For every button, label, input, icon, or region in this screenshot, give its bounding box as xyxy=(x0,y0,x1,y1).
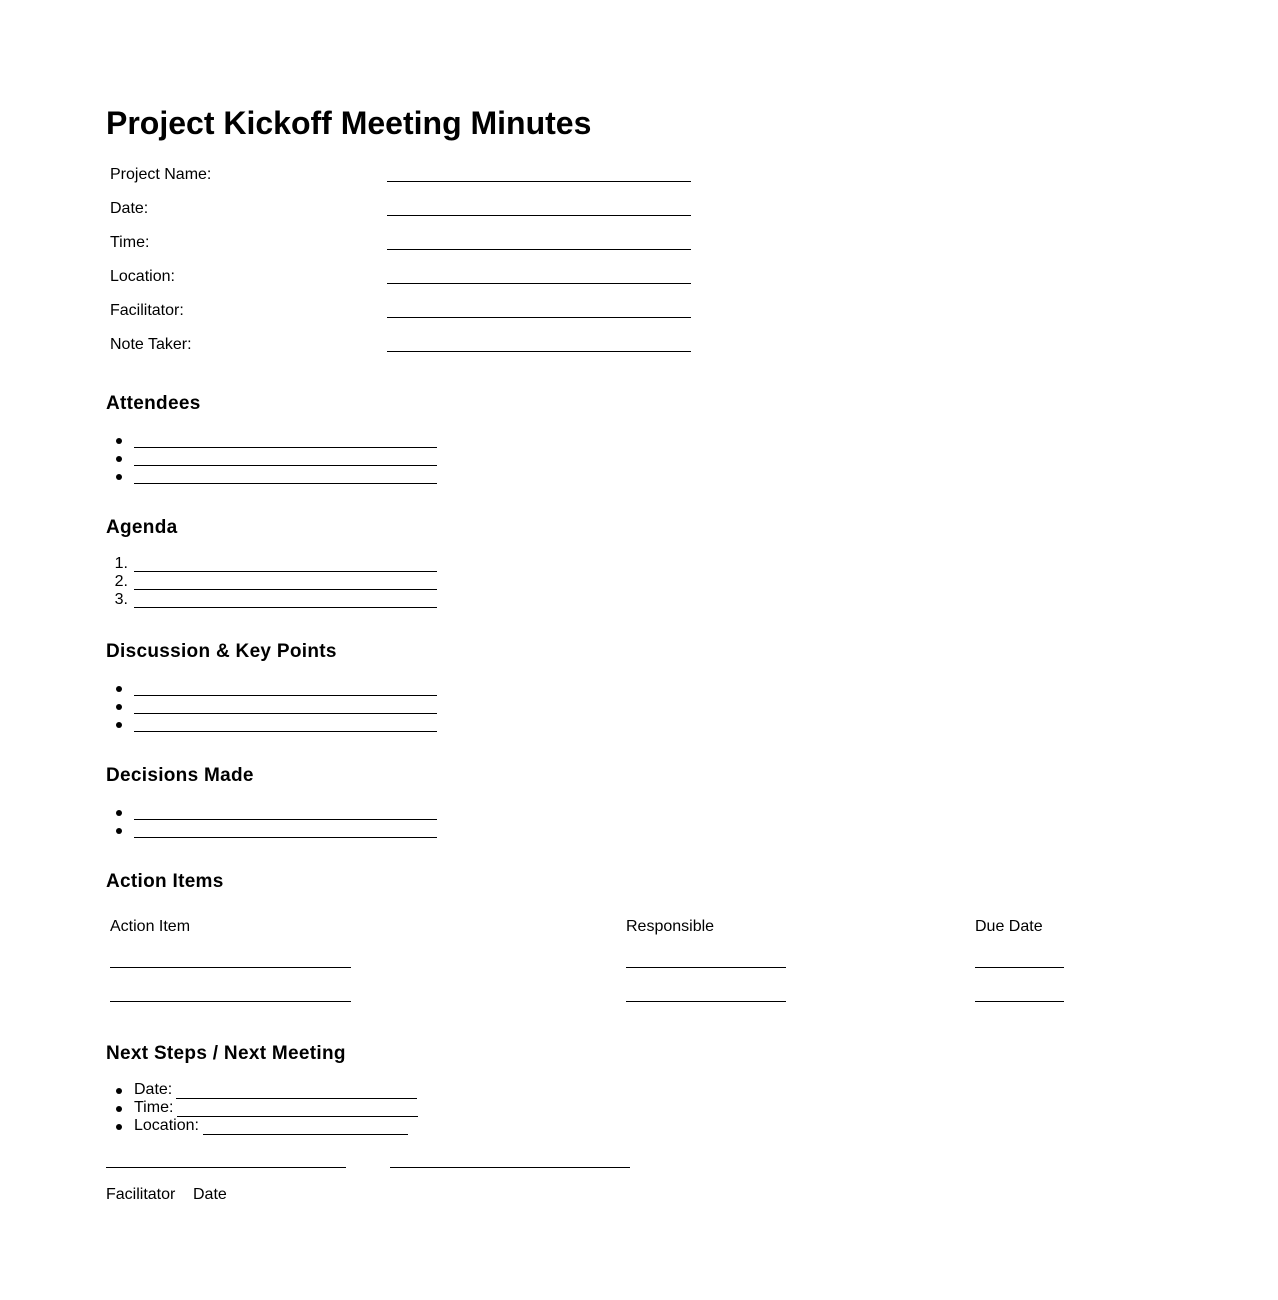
responsible-cell-line[interactable] xyxy=(626,967,786,968)
signature-date-label: Date xyxy=(193,1186,227,1203)
note-taker-label: Note Taker: xyxy=(110,336,192,353)
action-items-heading: Action Items xyxy=(106,871,224,892)
signature-date-line[interactable] xyxy=(390,1167,630,1168)
list-bullet xyxy=(116,722,122,728)
facilitator-line[interactable] xyxy=(387,317,691,318)
attendees-heading: Attendees xyxy=(106,393,201,414)
col-header-responsible: Responsible xyxy=(626,918,715,935)
action-item-cell-line[interactable] xyxy=(110,1001,351,1002)
next-meeting-time-label: Time: xyxy=(134,1099,174,1116)
agenda-number: 3. xyxy=(114,591,128,608)
time-label: Time: xyxy=(110,234,150,251)
page-title: Project Kickoff Meeting Minutes xyxy=(106,105,592,141)
project-name-line[interactable] xyxy=(387,181,691,182)
list-bullet xyxy=(116,1124,122,1130)
due-date-cell-line[interactable] xyxy=(975,967,1064,968)
decision-line[interactable] xyxy=(134,819,437,820)
date-line[interactable] xyxy=(387,215,691,216)
list-bullet xyxy=(116,474,122,480)
time-line[interactable] xyxy=(387,249,691,250)
discussion-heading: Discussion & Key Points xyxy=(106,641,337,662)
list-bullet xyxy=(116,704,122,710)
next-meeting-date-row xyxy=(134,1081,417,1099)
col-header-action-item: Action Item xyxy=(110,918,191,935)
responsible-cell-line[interactable] xyxy=(626,1001,786,1002)
next-meeting-location-row xyxy=(134,1117,408,1135)
list-bullet xyxy=(116,686,122,692)
next-meeting-time-row xyxy=(134,1099,418,1117)
facilitator-signature-label: Facilitator xyxy=(106,1186,176,1203)
next-meeting-date-label: Date: xyxy=(134,1081,173,1098)
agenda-line[interactable] xyxy=(134,607,437,608)
discussion-line[interactable] xyxy=(134,713,437,714)
discussion-line[interactable] xyxy=(134,695,437,696)
discussion-line[interactable] xyxy=(134,731,437,732)
next-meeting-date-line[interactable] xyxy=(176,1084,417,1099)
agenda-line[interactable] xyxy=(134,571,437,572)
decision-line[interactable] xyxy=(134,837,437,838)
agenda-number: 1. xyxy=(114,555,128,572)
next-steps-heading: Next Steps / Next Meeting xyxy=(106,1043,346,1064)
action-item-cell-line[interactable] xyxy=(110,967,351,968)
note-taker-line[interactable] xyxy=(387,351,691,352)
location-label: Location: xyxy=(110,268,175,285)
agenda-number: 2. xyxy=(114,573,128,590)
agenda-heading: Agenda xyxy=(106,517,178,538)
col-header-due-date: Due Date xyxy=(975,918,1043,935)
decisions-heading: Decisions Made xyxy=(106,765,254,786)
next-meeting-time-line[interactable] xyxy=(177,1102,418,1117)
list-bullet xyxy=(116,456,122,462)
list-bullet xyxy=(116,1106,122,1112)
due-date-cell-line[interactable] xyxy=(975,1001,1064,1002)
list-bullet xyxy=(116,810,122,816)
date-label: Date: xyxy=(110,200,149,217)
attendee-line[interactable] xyxy=(134,483,437,484)
attendee-line[interactable] xyxy=(134,465,437,466)
list-bullet xyxy=(116,438,122,444)
location-line[interactable] xyxy=(387,283,691,284)
attendee-line[interactable] xyxy=(134,447,437,448)
facilitator-label: Facilitator: xyxy=(110,302,184,319)
list-bullet xyxy=(116,1088,122,1094)
agenda-line[interactable] xyxy=(134,589,437,590)
next-meeting-location-line[interactable] xyxy=(203,1120,408,1135)
list-bullet xyxy=(116,828,122,834)
facilitator-signature-line[interactable] xyxy=(106,1167,346,1168)
next-meeting-location-label: Location: xyxy=(134,1117,199,1134)
project-name-label: Project Name: xyxy=(110,166,212,183)
